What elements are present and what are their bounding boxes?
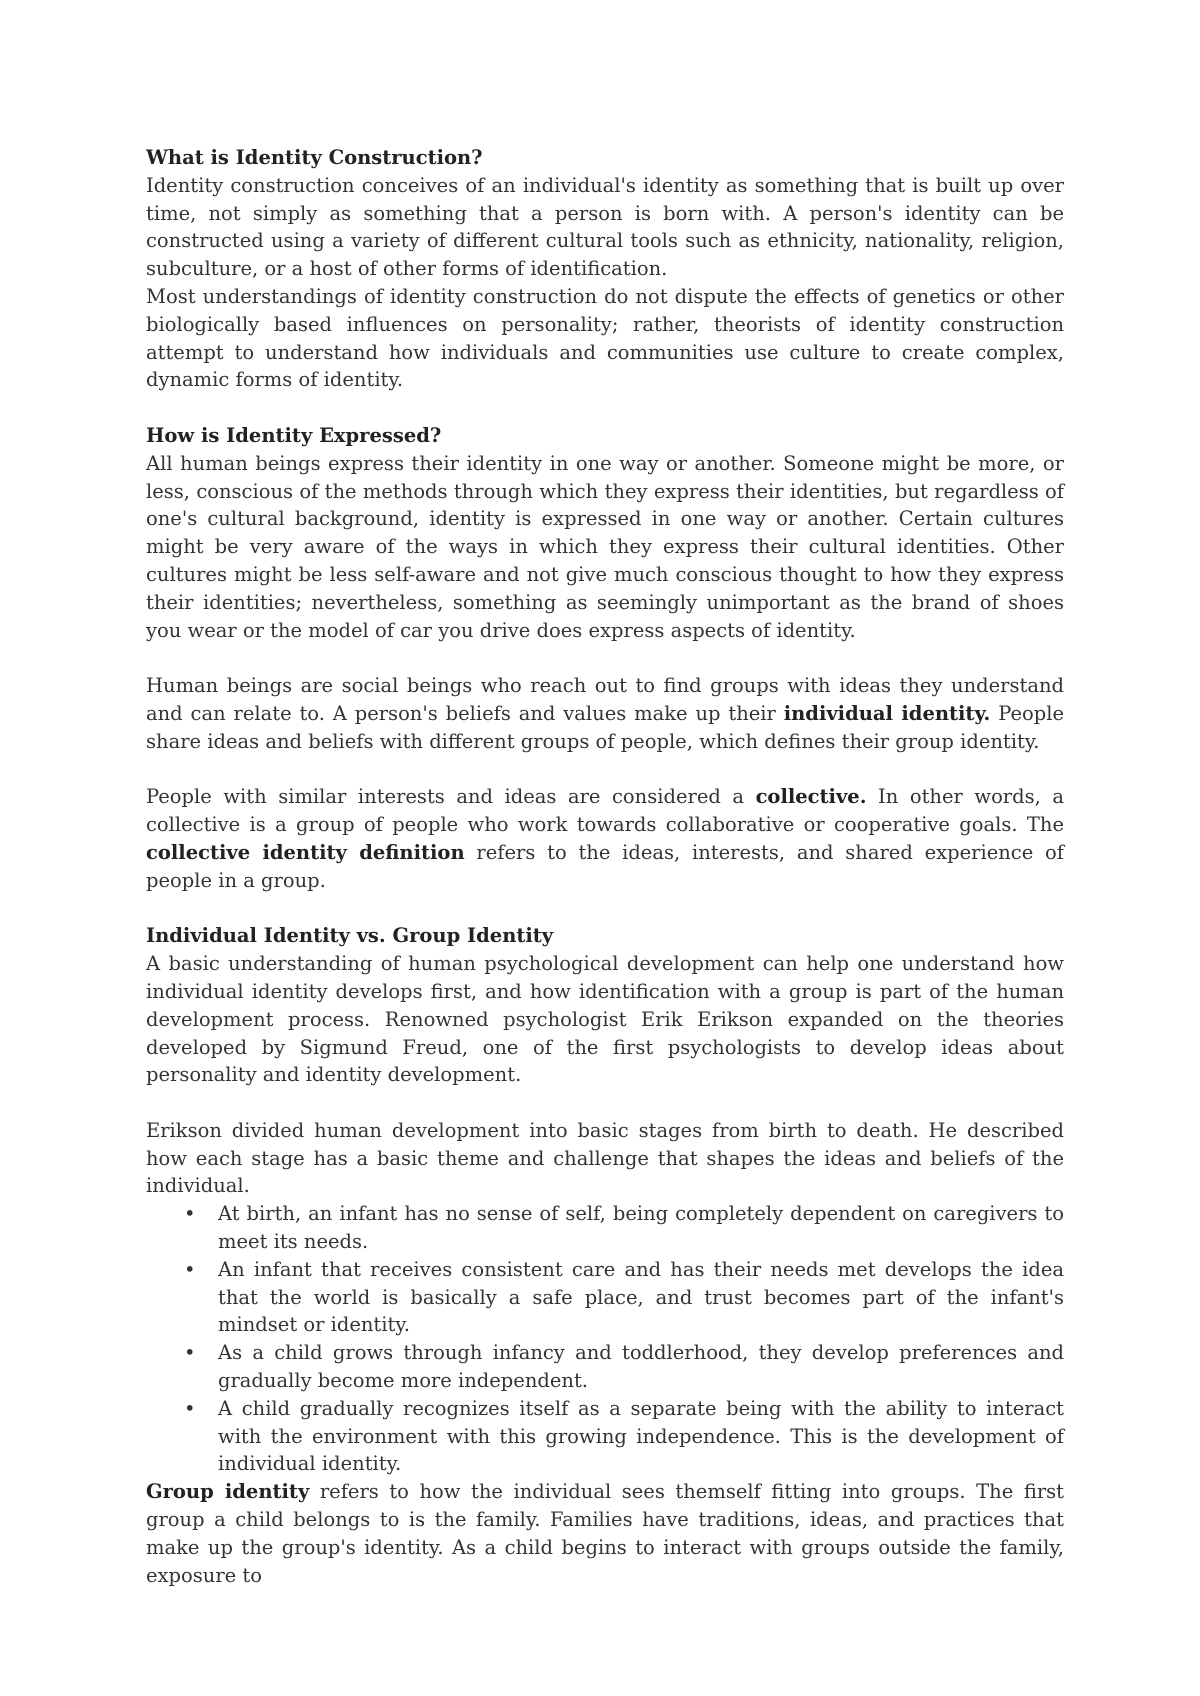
paragraph-gap [146, 756, 1064, 784]
paragraph-gap [146, 895, 1064, 923]
term-individual-identity: individual identity. [783, 701, 991, 725]
bullet-icon: • [184, 1202, 196, 1226]
text-run: refers to how the individual sees themself fitting into groups. The first group a child belongs to is the family. Families have traditions, ideas, and practices that make up the group's identity. As a child begins to interact with groups outside the family, exposure to [146, 1480, 1064, 1587]
heading-identity-expressed: How is Identity Expressed? [146, 423, 442, 447]
heading-individual-vs-group: Individual Identity vs. Group Identity [146, 924, 554, 948]
development-stages-list [146, 1200, 1064, 1478]
term-collective: collective. [755, 785, 867, 809]
paragraph-gap [146, 1089, 1064, 1117]
paragraph [146, 783, 1064, 894]
text-run: People with similar interests and ideas are considered a [146, 785, 756, 809]
text-run: People share ideas and beliefs with different groups of people, which defines their group identity. [146, 701, 1064, 753]
paragraph: Most understandings of identity construction do not dispute the effects of genetics or other biologically based influences on personality; rather, theorists of identity construction attempt to understand how individuals and communities use culture to create complex, dynamic forms of identity. [146, 284, 1064, 392]
paragraph: Erikson divided human development into basic stages from birth to death. He described how each stage has a basic theme and challenge that shapes the ideas and beliefs of the individual. [146, 1118, 1064, 1198]
paragraph: Identity construction conceives of an individual's identity as something that is built up over time, not simply as something that a person is born with. A person's identity can be constructed using a variety of different cultural tools such as ethnicity, nationality, religion, subculture, or a host of other forms of identification. [146, 173, 1064, 281]
paragraph [146, 672, 1064, 755]
list-item-text: As a child grows through infancy and toddlerhood, they develop preferences and gradually become more independent. [218, 1341, 1064, 1393]
bullet-icon: • [184, 1396, 196, 1420]
text-run: Human beings are social beings who reach out to find groups with ideas they understand and can relate to. A person's beliefs and values make up their [146, 674, 1064, 725]
bullet-icon: • [184, 1257, 196, 1281]
heading-identity-construction: What is Identity Construction? [146, 146, 483, 169]
bullet-icon: • [184, 1341, 196, 1365]
list-item [146, 1200, 1064, 1256]
paragraph-gap [146, 644, 1064, 672]
paragraph-gap [146, 394, 1064, 422]
text-run: In other words, a collective is a group of people who work towards collaborative or cooperative goals. The [146, 785, 1064, 837]
term-collective-identity-definition: collective identity definition [146, 840, 465, 864]
paragraph [146, 1478, 1064, 1589]
list-item-text: An infant that receives consistent care and has their needs met develops the idea that the world is basically a safe place, and trust becomes part of the infant's mindset or identity. [218, 1257, 1064, 1337]
list-item-text: At birth, an infant has no sense of self, being completely dependent on caregivers to meet its needs. [218, 1202, 1064, 1254]
paragraph: All human beings express their identity in one way or another. Someone might be more, or less, conscious of the methods through which they express their identities, but regardless of one's cultural background, identity is expressed in one way or another. Certain cultures might be very aware of the ways in which they express their cultural identities. Other cultures might be less self-aware and not give much conscious thought to how they express their identities; nevertheless, something as seemingly unimportant as the brand of shoes you wear or the model of car you drive does express aspects of identity. [146, 451, 1064, 642]
list-item [146, 1395, 1064, 1478]
term-group-identity: Group identity [146, 1480, 310, 1504]
document-page [146, 144, 1064, 1589]
list-item-text: A child gradually recognizes itself as a separate being with the ability to interact with the environment with this growing independence. This is the development of individual identity. [218, 1396, 1064, 1476]
list-item [146, 1339, 1064, 1395]
list-item [146, 1256, 1064, 1339]
paragraph: A basic understanding of human psychological development can help one understand how individual identity develops first, and how identification with a group is part of the human development process. Renowned psychologist Erik Erikson expanded on the theories developed by Sigmund Freud, one of the first psychologists to develop ideas about personality and identity development. [146, 952, 1064, 1087]
text-run: refers to the ideas, interests, and shared experience of people in a group. [146, 840, 1064, 892]
